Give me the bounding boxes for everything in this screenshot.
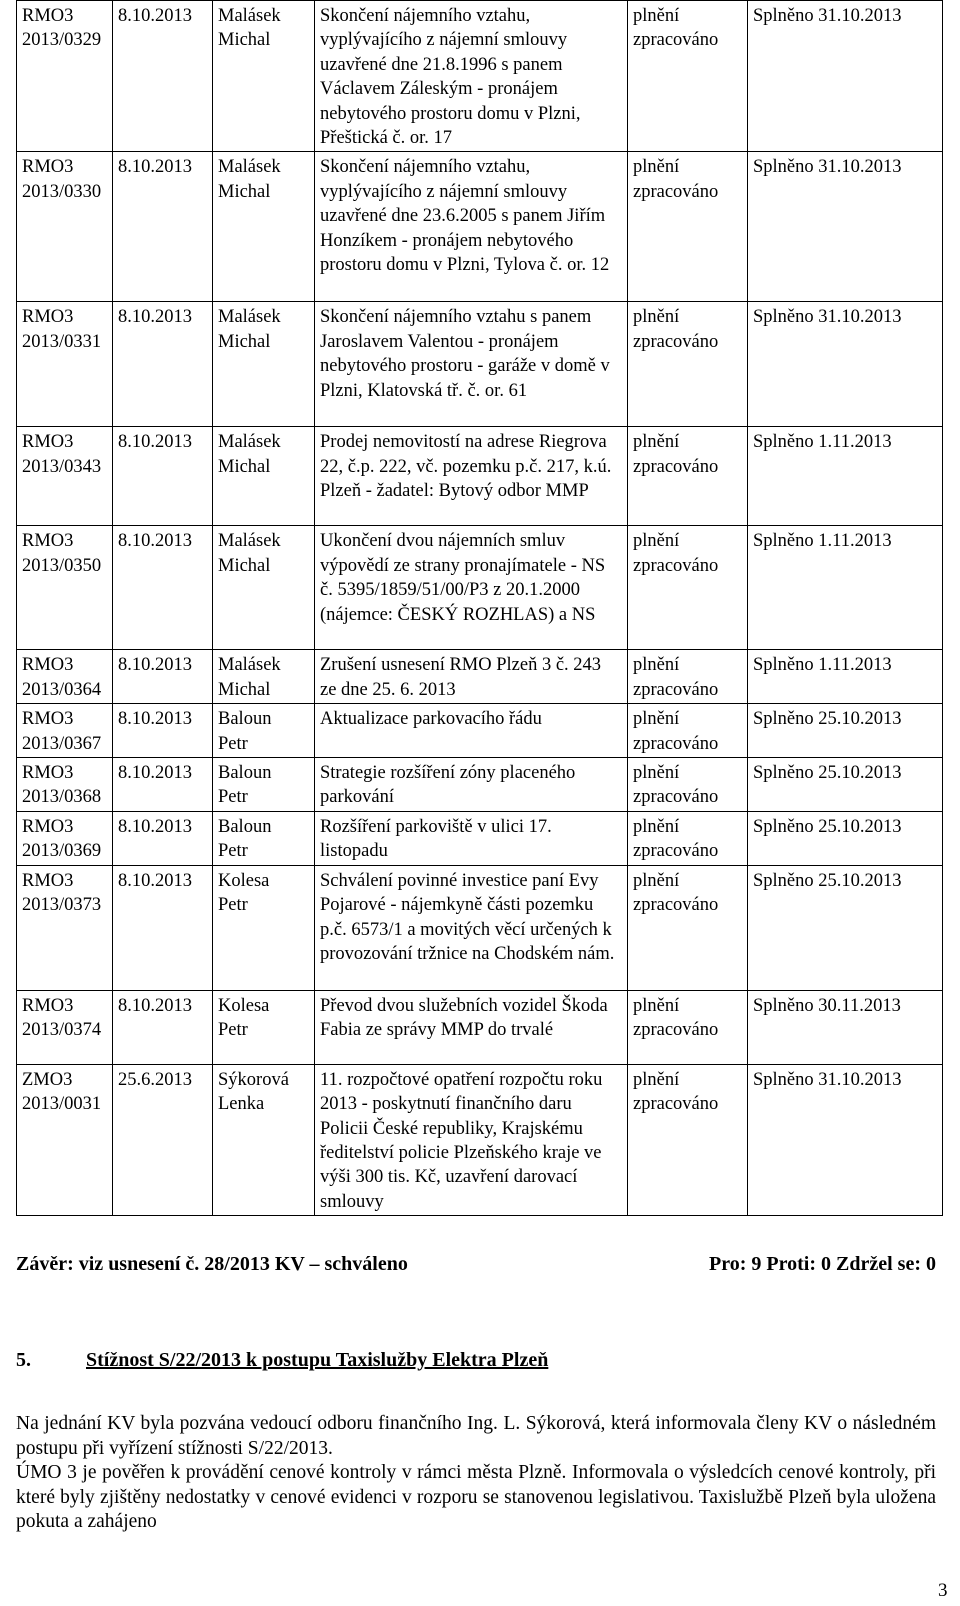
responsible-person-cell [213,302,315,427]
paragraph-2 [16,1461,936,1535]
status-cell [628,427,748,526]
status-line-2: zpracováno [633,841,719,862]
resolution-date: 8.10.2013 [113,990,213,1064]
resolution-id-cell [17,990,113,1064]
resolution-body: RMO3 [22,6,74,26]
responsible-surname: Baloun [218,816,272,837]
conclusion-line [16,1252,936,1276]
responsible-person-cell [213,990,315,1064]
resolution-date: 8.10.2013 [113,302,213,427]
responsible-person-cell [213,152,315,302]
status-line-2: zpracováno [633,181,719,202]
status-line-1: plnění [633,1069,680,1090]
table-row [17,990,943,1064]
responsible-firstname: Lenka [218,1094,265,1115]
status-line-1: plnění [633,655,680,676]
responsible-person-cell [213,704,315,758]
responsible-surname: Baloun [218,763,272,784]
resolution-number: 2013/0368 [22,787,102,808]
resolution-body: RMO3 [22,763,74,784]
resolution-id-cell [17,758,113,812]
fulfilment-date: Splněno 25.10.2013 [748,865,943,990]
resolution-number: 2013/0350 [22,555,102,576]
paragraph-text: ÚMO 3 je pověřen k provádění cenové kontroly v rámci města Plzně. Informovala o výsledcích cenové kontroly, při které byly zjištěny nedostatky v cenové evidenci v rozporu se stanovenou legislativou. Taxislužbě Plzeň byla uložena pokuta a zahájeno [16,1462,936,1532]
status-line-2: zpracováno [633,895,719,916]
status-line-2: zpracováno [633,555,719,576]
section-title: Stížnost S/22/2013 k postupu Taxislužby Elektra Plzeň [86,1349,549,1371]
resolution-subject: Rozšíření parkoviště v ulici 17. listopadu [315,811,628,865]
status-line-1: plnění [633,763,680,784]
responsible-firstname: Michal [218,456,271,477]
resolution-date: 8.10.2013 [113,865,213,990]
resolution-body: RMO3 [22,816,74,837]
status-cell [628,526,748,650]
resolution-number: 2013/0343 [22,456,102,477]
resolution-number: 2013/0331 [22,331,102,352]
resolution-id-cell [17,302,113,427]
responsible-surname: Malásek [218,307,281,328]
resolution-date: 8.10.2013 [113,526,213,650]
resolution-number: 2013/0031 [22,1094,102,1115]
status-line-1: plnění [633,432,680,453]
table-row [17,704,943,758]
resolution-subject: Zrušení usnesení RMO Plzeň 3 č. 243 ze dne 25. 6. 2013 [315,650,628,704]
responsible-surname: Kolesa [218,870,270,891]
responsible-surname: Baloun [218,709,272,730]
table-row [17,526,943,650]
table-row [17,1064,943,1215]
resolution-id-cell [17,650,113,704]
responsible-person-cell [213,758,315,812]
responsible-surname: Kolesa [218,995,270,1016]
resolution-subject: Aktualizace parkovacího řádu [315,704,628,758]
page-number: 3 [938,1580,948,1601]
status-line-2: zpracováno [633,331,719,352]
paragraph-1 [16,1412,936,1461]
status-line-2: zpracováno [633,456,719,477]
resolutions-table-body [17,1,943,1216]
resolution-date: 8.10.2013 [113,811,213,865]
responsible-surname: Sýkorová [218,1069,289,1090]
status-cell [628,811,748,865]
resolution-subject: Skončení nájemního vztahu s panem Jaroslavem Valentou - pronájem nebytového prostoru - garáže v domě v Plzni, Klatovská tř. č. or. 61 [315,302,628,427]
fulfilment-date: Splněno 31.10.2013 [748,1,943,152]
responsible-firstname: Michal [218,331,271,352]
status-line-2: zpracováno [633,679,719,700]
responsible-person-cell [213,1064,315,1215]
fulfilment-date: Splněno 25.10.2013 [748,758,943,812]
responsible-person-cell [213,427,315,526]
status-cell [628,152,748,302]
status-line-1: plnění [633,870,680,891]
responsible-firstname: Michal [218,181,271,202]
table-row [17,650,943,704]
responsible-firstname: Petr [218,787,248,808]
status-cell [628,865,748,990]
table-row [17,152,943,302]
fulfilment-date: Splněno 31.10.2013 [748,302,943,427]
status-line-1: plnění [633,995,680,1016]
responsible-surname: Malásek [218,655,281,676]
table-row [17,758,943,812]
section-number: 5. [16,1349,31,1371]
status-line-2: zpracováno [633,30,719,51]
conclusion-text: Závěr: viz usnesení č. 28/2013 KV – schváleno [16,1253,408,1275]
resolution-subject: Prodej nemovitostí na adrese Riegrova 22, č.p. 222, vč. pozemku p.č. 217, k.ú. Plzeň - žadatel: Bytový odbor MMP [315,427,628,526]
status-cell [628,758,748,812]
fulfilment-date: Splněno 25.10.2013 [748,704,943,758]
status-line-1: plnění [633,6,680,26]
resolution-id-cell [17,526,113,650]
fulfilment-date: Splněno 1.11.2013 [748,427,943,526]
resolution-id-cell [17,427,113,526]
resolution-body: ZMO3 [22,1069,73,1090]
fulfilment-date: Splněno 1.11.2013 [748,650,943,704]
status-cell [628,302,748,427]
resolutions-table [16,0,943,1216]
responsible-surname: Malásek [218,157,281,178]
resolution-date: 8.10.2013 [113,427,213,526]
resolution-number: 2013/0374 [22,1020,102,1041]
resolution-subject: Skončení nájemního vztahu, vyplývajícího z nájemní smlouvy uzavřené dne 21.8.1996 s panem Václavem Záleským - pronájem nebytového prostoru domu v Plzni, Přeštická č. or. 17 [315,1,628,152]
responsible-firstname: Petr [218,733,248,754]
table-row [17,1,943,152]
responsible-firstname: Michal [218,679,271,700]
fulfilment-date: Splněno 31.10.2013 [748,152,943,302]
resolution-id-cell [17,811,113,865]
status-cell [628,650,748,704]
status-cell [628,1064,748,1215]
vote-result: Pro: 9 Proti: 0 Zdržel se: 0 [709,1253,936,1275]
status-line-2: zpracováno [633,733,719,754]
responsible-firstname: Petr [218,841,248,862]
resolution-subject: 11. rozpočtové opatření rozpočtu roku 2013 - poskytnutí finančního daru Policii České republiky, Krajskému ředitelství policie Plzeňského kraje ve výši 300 tis. Kč, uzavření darovací smlouvy [315,1064,628,1215]
resolution-subject: Strategie rozšíření zóny placeného parkování [315,758,628,812]
resolution-number: 2013/0364 [22,679,102,700]
resolution-subject: Ukončení dvou nájemních smluv výpovědí ze strany pronajímatele - NS č. 5395/1859/51/00/P3 z 20.1.2000 (nájemce: ČESKÝ ROZHLAS) a NS [315,526,628,650]
resolution-number: 2013/0367 [22,733,102,754]
resolution-body: RMO3 [22,157,74,178]
responsible-person-cell [213,865,315,990]
resolution-body: RMO3 [22,432,74,453]
resolution-date: 8.10.2013 [113,758,213,812]
resolution-subject: Skončení nájemního vztahu, vyplývajícího z nájemní smlouvy uzavřené dne 23.6.2005 s panem Jiřím Honzíkem - pronájem nebytového prostoru domu v Plzni, Tylova č. or. 12 [315,152,628,302]
resolution-body: RMO3 [22,709,74,730]
fulfilment-date: Splněno 1.11.2013 [748,526,943,650]
status-cell [628,990,748,1064]
resolution-id-cell [17,1064,113,1215]
resolution-date: 8.10.2013 [113,1,213,152]
status-line-1: plnění [633,709,680,730]
resolution-number: 2013/0369 [22,841,102,862]
responsible-surname: Malásek [218,531,281,552]
resolution-subject: Převod dvou služebních vozidel Škoda Fabia ze správy MMP do trvalé [315,990,628,1064]
status-line-1: plnění [633,307,680,328]
responsible-firstname: Petr [218,1020,248,1041]
resolution-subject: Schválení povinné investice paní Evy Pojarové - nájemkyně části pozemku p.č. 6573/1 a movitých věcí určených k provozování tržnice na Chodském nám. [315,865,628,990]
resolution-id-cell [17,865,113,990]
resolution-date: 8.10.2013 [113,152,213,302]
responsible-person-cell [213,811,315,865]
resolution-date: 8.10.2013 [113,704,213,758]
status-line-2: zpracováno [633,787,719,808]
resolution-body: RMO3 [22,995,74,1016]
responsible-firstname: Petr [218,895,248,916]
resolution-id-cell [17,1,113,152]
resolution-body: RMO3 [22,531,74,552]
responsible-firstname: Michal [218,555,271,576]
table-row [17,811,943,865]
resolution-number: 2013/0330 [22,181,102,202]
resolution-body: RMO3 [22,655,74,676]
responsible-firstname: Michal [218,30,271,51]
responsible-person-cell [213,650,315,704]
status-cell [628,1,748,152]
responsible-surname: Malásek [218,6,281,26]
resolution-number: 2013/0329 [22,30,102,51]
fulfilment-date: Splněno 25.10.2013 [748,811,943,865]
resolution-body: RMO3 [22,307,74,328]
fulfilment-date: Splněno 31.10.2013 [748,1064,943,1215]
status-cell [628,704,748,758]
resolution-id-cell [17,704,113,758]
resolution-date: 25.6.2013 [113,1064,213,1215]
resolution-body: RMO3 [22,870,74,891]
resolution-number: 2013/0373 [22,895,102,916]
paragraph-text: Na jednání KV byla pozvána vedoucí odboru finančního Ing. L. Sýkorová, která informovala členy KV o následném postupu při vyřízení stížnosti S/22/2013. [16,1413,936,1459]
status-line-2: zpracováno [633,1020,719,1041]
table-row [17,865,943,990]
resolution-id-cell [17,152,113,302]
fulfilment-date: Splněno 30.11.2013 [748,990,943,1064]
status-line-1: plnění [633,157,680,178]
responsible-surname: Malásek [218,432,281,453]
table-row [17,427,943,526]
status-line-2: zpracováno [633,1094,719,1115]
section-heading [16,1348,548,1372]
responsible-person-cell [213,1,315,152]
status-line-1: plnění [633,531,680,552]
responsible-person-cell [213,526,315,650]
resolution-date: 8.10.2013 [113,650,213,704]
table-row [17,302,943,427]
status-line-1: plnění [633,816,680,837]
